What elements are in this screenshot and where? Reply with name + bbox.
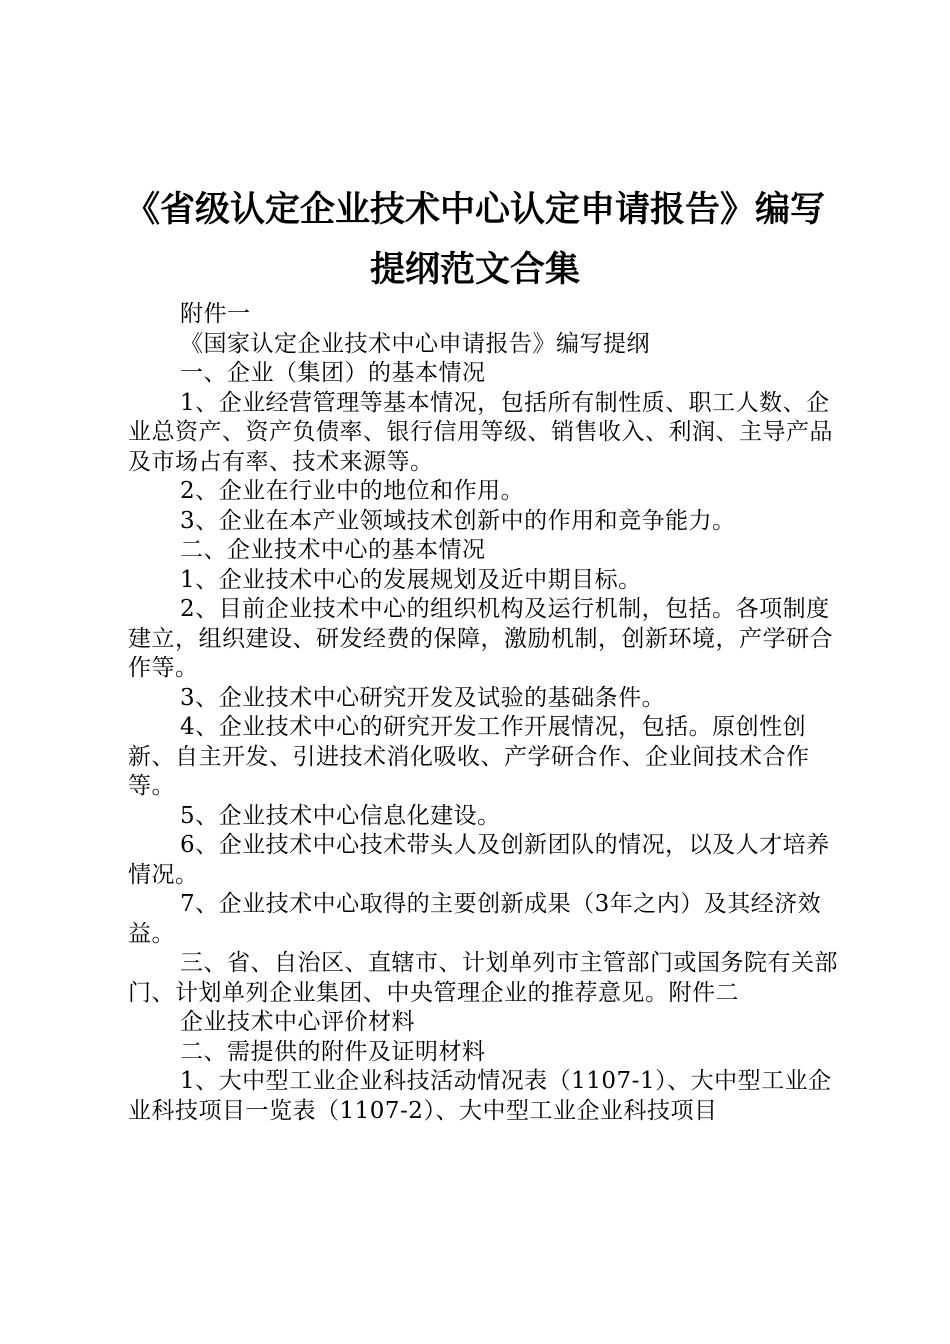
outline-title: 《国家认定企业技术中心申请报告》编写提纲 bbox=[180, 330, 650, 357]
paragraph-2-3: 3、企业技术中心研究开发及试验的基础条件。 bbox=[180, 684, 666, 711]
paragraph-2-4: 4、企业技术中心的研究开发工作开展情况，包括。原创性创新、自主开发、引进技术消化吸收、产学研合作、企业间技术合作等。 bbox=[128, 714, 810, 799]
section-heading-3: 三、省、自治区、直辖市、计划单列市主管部门或国务院有关部门、计划单列企业集团、中央管理企业的推荐意见。附件二 bbox=[128, 950, 838, 1006]
document-title-line-2: 提纲范文合集 bbox=[369, 250, 580, 290]
attachment-2-title: 企业技术中心评价材料 bbox=[180, 1009, 415, 1035]
paragraph-2-2: 2、目前企业技术中心的组织机构及运行机制，包括。各项制度建立，组织建设、研发经费的保障，激励机制，创新环境，产学研合作等。 bbox=[128, 596, 833, 681]
paragraph-2-6: 6、企业技术中心技术带头人及创新团队的情况，以及人才培养情况。 bbox=[128, 832, 830, 888]
paragraph-2-1: 1、企业技术中心的发展规划及近中期目标。 bbox=[180, 566, 642, 593]
section-heading-1: 一、企业（集团）的基本情况 bbox=[180, 360, 486, 386]
document-title-line-1: 《省级认定企业技术中心认定申请报告》编写 bbox=[124, 190, 825, 230]
paragraph-1-3: 3、企业在本产业领域技术创新中的作用和竞争能力。 bbox=[180, 507, 736, 534]
paragraph-2-7: 7、企业技术中心取得的主要创新成果（3年之内）及其经济效益。 bbox=[128, 891, 822, 947]
attachment-1-label: 附件一 bbox=[180, 301, 251, 327]
paragraph-1-2: 2、企业在行业中的地位和作用。 bbox=[180, 478, 525, 504]
paragraph-attachments-1: 1、大中型工业企业科技活动情况表（1107-1）、大中型工业企业科技项目一览表（1107-2）、大中型工业企业科技项目 bbox=[128, 1068, 832, 1124]
section-heading-attachments: 二、需提供的附件及证明材料 bbox=[180, 1038, 486, 1065]
document-body bbox=[128, 300, 850, 1126]
paragraph-2-5: 5、企业技术中心信息化建设。 bbox=[180, 802, 501, 829]
section-heading-2: 二、企业技术中心的基本情况 bbox=[180, 537, 486, 563]
paragraph-1-1: 1、企业经营管理等基本情况，包括所有制性质、职工人数、企业总资产、资产负债率、银行信用等级、销售收入、利润、主导产品及市场占有率、技术来源等。 bbox=[128, 389, 833, 475]
